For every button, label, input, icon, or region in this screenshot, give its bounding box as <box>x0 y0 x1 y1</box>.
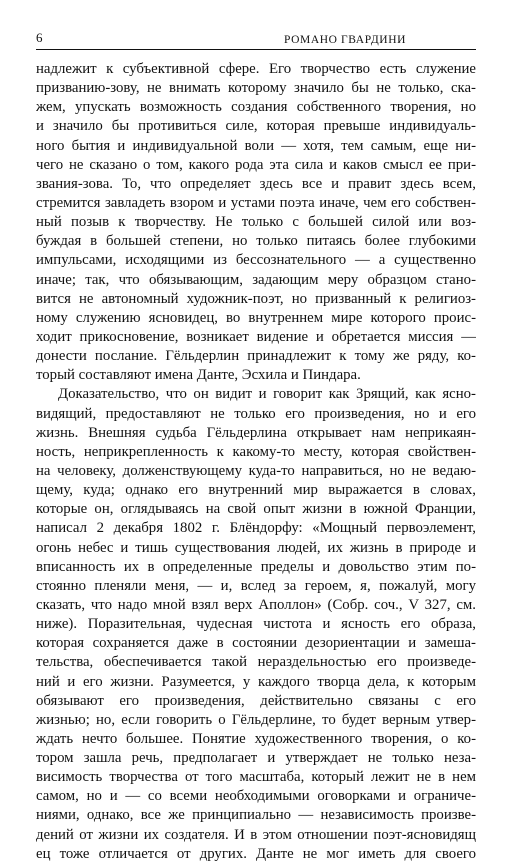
text-line: и значило бы противиться силе, которая превыше индивидуаль- <box>36 118 476 135</box>
text-line: ниями, однако, все же принципиально — независимость произве- <box>36 807 476 824</box>
text-line: ходит прикосновение, возникает видение и обретается миссия — <box>36 328 476 345</box>
text-line: буждая в большей степени, но только питаясь более глубокими <box>36 233 476 250</box>
text-line: щему, куда; однако его внутренний мир выражается в словах, <box>36 482 476 499</box>
text-line: которая сохраняется даже в состоянии дезориентации и замеша- <box>36 635 476 652</box>
body-text <box>36 60 476 864</box>
text-line: жизнь. Внешняя судьба Гёльдерлина открывает нам неприкаян- <box>36 424 476 441</box>
text-line: жизнью; но, если говорить о Гёльдерлине, то будет верным утвер- <box>36 711 476 728</box>
text-line: призванию-зову, не внимать которому значило бы не только, ска- <box>36 80 476 97</box>
text-line: ец тоже отличается от других. Данте не мог иметь для своего <box>36 845 476 862</box>
text-line: иначе; так, что обязывающим, задающим меру образцом стано- <box>36 271 476 288</box>
text-line: жем, упускать возможность создания собственного творения, но <box>36 99 476 116</box>
text-line: ному служению ясновидец, во внутреннем мире которого проис- <box>36 309 476 326</box>
page-header <box>36 26 476 46</box>
text-line: тором зашла речь, предполагает и утверждает не только неза- <box>36 750 476 767</box>
text-line: донести послание. Гёльдерлин принадлежит к тому же ряду, ко- <box>36 348 476 365</box>
text-line: огонь небес и тишь существования людей, их жизнь в природе и <box>36 539 476 556</box>
text-line: вписанность их в определенные пределы и довольство этим по- <box>36 558 476 575</box>
text-line: висимость творчества от того масштаба, который лежит не в нем <box>36 769 476 786</box>
header-rule <box>36 49 476 50</box>
text-line: стремится завладеть взором и устами поэта иначе, чем его собствен- <box>36 194 476 211</box>
text-line: звания-зова. То, что определяет здесь все и правит здесь всем, <box>36 175 476 192</box>
text-line: торый составляют имена Данте, Эсхила и Пиндара. <box>36 367 361 384</box>
running-head: РОМАНО ГВАРДИНИ <box>283 34 406 46</box>
text-line: ждать нечто большее. Понятие художественного творения, о ко- <box>36 730 476 747</box>
text-line: видящий, предоставляют не только его произведения, но и его <box>36 405 476 422</box>
text-line: чего не сказано о том, какого рода эта сила и каков смысл ее при- <box>36 156 476 173</box>
text-line: вится не автономный художник-поэт, но призванный к религиоз- <box>36 290 476 307</box>
text-line: надлежит к субъективной сфере. Его творчество есть служение <box>36 61 476 77</box>
text-line: которые он, оглядываясь на свой опыт жизни в южной Франции, <box>36 501 476 518</box>
text-line: ного бытия и индивидуальной воли — хотя, тем самым, еще ни- <box>36 137 476 154</box>
text-line: тельства, обеспечивается такой нераздельностью его произведе- <box>36 654 476 671</box>
text-line: ниже). Поразительная, чудесная чистота и ясность его образа, <box>36 616 476 633</box>
text-line: самом, но и — со всеми необходимыми оговорками и ограниче- <box>36 788 476 805</box>
text-line: написал 2 декабря 1802 г. Блёндорфу: «Мощный первоэлемент, <box>36 520 476 537</box>
text-line: импульсами, исходящими из бессознательного — а существенно <box>36 252 476 269</box>
text-line: ный позыв к творчеству. Не только с большей силой или воз- <box>36 214 476 231</box>
text-line: обязывают его произведения, действительно связаны с его <box>36 692 476 709</box>
text-line: на человеку, долженствующему куда-то направиться, но не ведаю- <box>36 462 476 479</box>
text-line: стоянно пленяли меня, — и, вслед за героем, я, пожалуй, могу <box>36 577 476 594</box>
text-line: Доказательство, что он видит и говорит как Зрящий, как ясно- <box>58 386 476 403</box>
text-line: сказать, что надо мной взял верх Аполлон» (Собр. соч., V 327, см. <box>36 596 476 613</box>
text-line: ность, неприкрепленность к какому-то месту, которая свойствен- <box>36 443 476 460</box>
text-line: дений от жизни их создателя. И в этом отношении поэт-ясновидящ <box>36 826 476 843</box>
text-line: ний и его жизни. Разумеется, у каждого творца дела, к которым <box>36 673 476 690</box>
page-number: 6 <box>36 30 43 45</box>
